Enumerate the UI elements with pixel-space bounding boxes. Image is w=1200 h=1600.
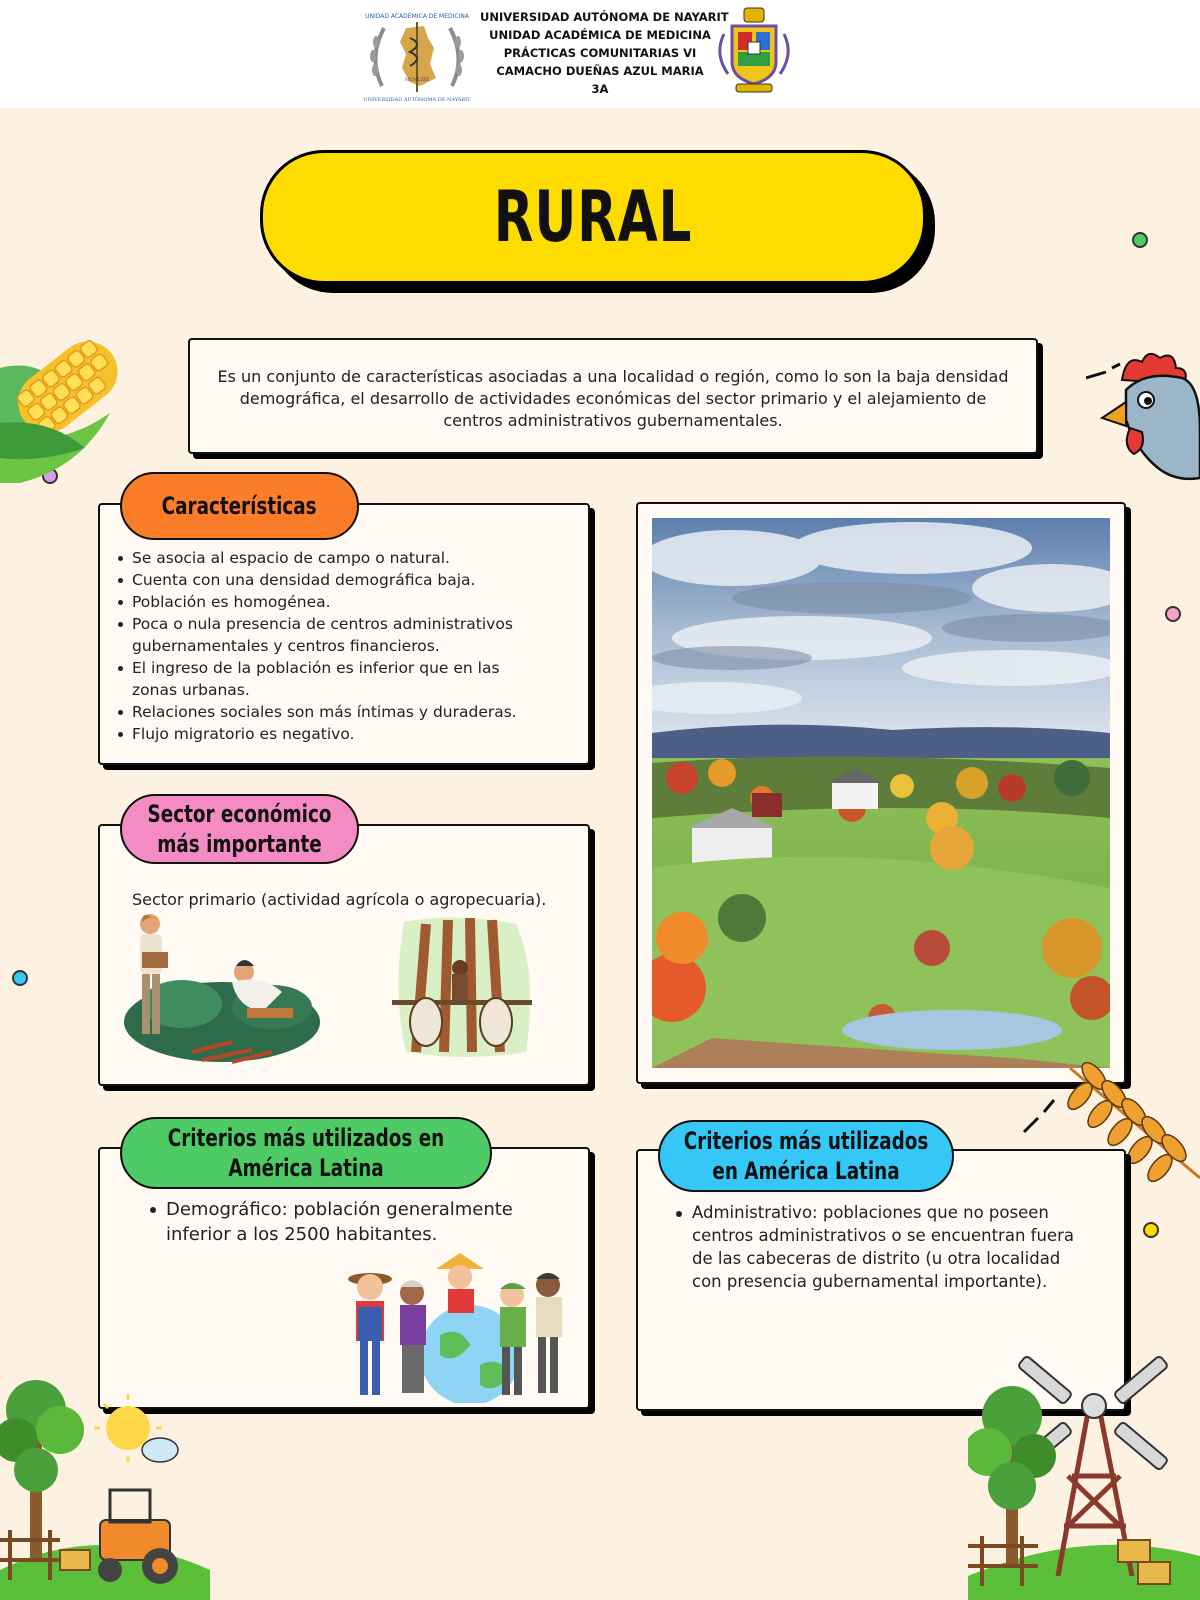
author-name: CAMACHO DUEÑAS AZUL MARIA <box>496 64 704 78</box>
criterios-demografico-heading <box>120 1117 492 1189</box>
criterios-administrativo-heading-text: Criterios más utilizados en América Latina <box>683 1127 929 1185</box>
seal-bottom-text: UNIVERSIDAD AUTÓNOMA DE NAYARIT <box>363 97 471 103</box>
criterios-demografico-list <box>166 1197 526 1247</box>
header <box>0 0 1200 108</box>
sector-text: Sector primario (actividad agrícola o agropecuaria). <box>132 890 547 909</box>
list-item: El ingreso de la población es inferior que en las zonas urbanas. <box>132 657 548 701</box>
page-title: RURAL <box>493 176 693 258</box>
seal-top-text: UNIDAD ACADÉMICA DE MEDICINA <box>365 13 469 20</box>
caracteristicas-heading <box>120 472 359 540</box>
caracteristicas-list <box>132 547 548 745</box>
sector-heading <box>120 794 359 864</box>
tree-sun-tractor-illustration <box>0 1370 220 1600</box>
criterios-demografico-heading-text: Criterios más utilizados en América Latina <box>167 1124 445 1182</box>
criterios-administrativo-heading <box>658 1120 954 1192</box>
seal-year: MCMLXIX <box>405 78 429 83</box>
university-name: UNIVERSIDAD AUTÓNOMA DE NAYARIT <box>480 10 729 24</box>
ox-plowing-illustration <box>386 912 538 1062</box>
course-name: PRÁCTICAS COMUNITARIAS VI <box>503 46 697 60</box>
farmers-harvesting-illustration <box>122 912 332 1067</box>
green-dot-icon <box>1132 232 1148 248</box>
community-people-globe-illustration <box>340 1245 572 1403</box>
definition-text: Es un conjunto de características asociadas a una localidad o región, como lo son la baja densidad demográfica, el desarrollo de actividades económicas del sector primario y el alejamiento de centros administrativos gubernamentales. <box>217 367 1009 430</box>
list-item: Cuenta con una densidad demográfica baja. <box>132 569 548 591</box>
corn-icon <box>0 318 135 488</box>
header-text <box>480 8 729 98</box>
dash-decoration-icon <box>1022 1094 1058 1134</box>
title-banner <box>260 150 926 284</box>
rural-landscape-photo <box>652 518 1110 1068</box>
windmill-tree-illustration <box>968 1356 1200 1600</box>
pink-dot-icon <box>1165 606 1181 622</box>
list-item: Relaciones sociales son más íntimas y duraderas. <box>132 701 548 723</box>
yellow-dot-icon <box>1143 1222 1159 1238</box>
group-label: 3A <box>591 82 609 96</box>
list-item: Demográfico: población generalmente inferior a los 2500 habitantes. <box>166 1197 526 1247</box>
academic-unit: UNIDAD ACADÉMICA DE MEDICINA <box>489 28 711 42</box>
caracteristicas-heading-text: Características <box>162 492 317 520</box>
nayarit-coat-of-arms-icon <box>714 4 794 96</box>
sector-heading-text: Sector económico más importante <box>147 800 332 858</box>
blue-dot-icon <box>12 970 28 986</box>
definition-card <box>188 338 1038 454</box>
criterios-administrativo-list <box>692 1201 1092 1293</box>
caracteristicas-card <box>98 503 590 765</box>
list-item: Se asocia al espacio de campo o natural. <box>132 547 548 569</box>
photo-card <box>636 502 1126 1084</box>
list-item: Administrativo: poblaciones que no poseen centros administrativos o se encuentran fuera de las cabeceras de distrito (u otra localidad con presencia gubernamental importante). <box>692 1201 1092 1293</box>
list-item: Población es homogénea. <box>132 591 548 613</box>
list-item: Poca o nula presencia de centros administrativos gubernamentales y centros financieros. <box>132 613 548 657</box>
university-medicine-seal-icon <box>362 8 472 104</box>
rooster-icon <box>1086 350 1200 490</box>
list-item: Flujo migratorio es negativo. <box>132 723 548 745</box>
